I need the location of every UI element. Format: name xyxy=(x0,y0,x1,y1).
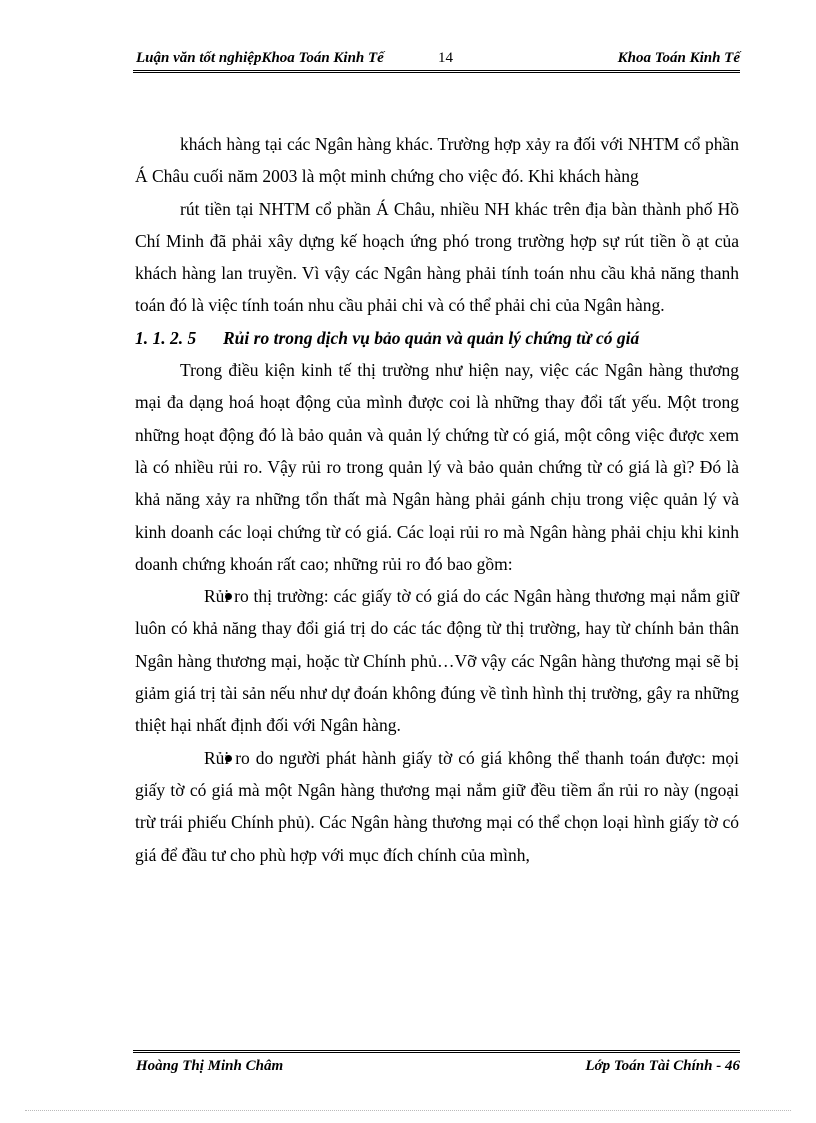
header-left-text: Luận văn tốt nghiệpKhoa Toán Kinh Tế xyxy=(136,50,384,66)
header-right-text: Khoa Toán Kinh Tế xyxy=(617,50,740,66)
bullet-icon xyxy=(180,580,190,590)
page-bottom-border xyxy=(25,1110,791,1111)
paragraph-1: khách hàng tại các Ngân hàng khác. Trường hợp xảy ra đối với NHTM cổ phần Á Châu cuối năm 2003 là một minh chứng cho việc đó. Khi khách hàng xyxy=(135,134,739,187)
section-heading-text: Rủi ro trong dịch vụ bảo quản và quản lý chứng từ có giá xyxy=(223,327,640,348)
bullet-item-issuer-risk xyxy=(135,742,739,871)
page-footer xyxy=(133,1058,740,1080)
footer-author: Hoàng Thị Minh Châm xyxy=(136,1058,284,1074)
page-header xyxy=(133,48,740,70)
header-page-number: 14 xyxy=(438,50,453,66)
paragraph-2: rút tiền tại NHTM cổ phần Á Châu, nhiều NH khác trên địa bàn thành phố Hồ Chí Minh đã phải xây dựng kế hoạch ứng phó trong trường hợp sự rút tiền ồ ạt của khách hàng lan truyền. Vì vậy các Ngân hàng phải tính toán nhu cầu khả năng thanh toán đó là việc tính toán nhu cầu phải chi và có thể phải chi của Ngân hàng. xyxy=(135,198,739,316)
bullet-icon xyxy=(180,742,190,752)
page-body xyxy=(135,128,739,871)
section-heading-number: 1. 1. 2. 5 xyxy=(135,327,197,348)
bullet-text: Rủi ro thị trường: các giấy tờ có giá do các Ngân hàng thương mại nắm giữ luôn có khả năng thay đổi giá trị do các tác động từ thị trường, hay từ chính bản thân Ngân hàng thương mại, hoặc từ Chính phủ…Vỡ vậy các Ngân hàng thương mại sẽ bị giảm giá trị tài sản nếu như dự đoán không đúng về tình hình thị trường, gây ra những thiệt hại nhất định đối với Ngân hàng. xyxy=(135,586,739,736)
paragraph-3: Trong điều kiện kinh tế thị trường như hiện nay, việc các Ngân hàng thương mại đa dạng hoá hoạt động của mình được coi là những thay đổi tất yếu. Một trong những hoạt động đó là bảo quản và quản lý chứng từ có giá, một công việc được xem là có nhiều rủi ro. Vậy rủi ro trong quản lý và bảo quản chứng từ có giá là gì? Đó là khả năng xảy ra những tổn thất mà Ngân hàng phải gánh chịu trong việc quản lý và kinh doanh các loại chứng từ có giá. Các loại rủi ro mà Ngân hàng phải chịu khi kinh doanh chứng khoán rất cao; những rủi ro đó bao gồm: xyxy=(135,360,739,574)
bullet-item-market-risk xyxy=(135,580,739,741)
header-rule xyxy=(133,70,740,73)
footer-class: Lớp Toán Tài Chính - 46 xyxy=(585,1058,740,1074)
section-heading xyxy=(135,322,739,354)
footer-rule xyxy=(133,1050,740,1053)
bullet-text: Rủi ro do người phát hành giấy tờ có giá không thể thanh toán được: mọi giấy tờ có giá mà một Ngân hàng thương mại nắm giữ đều tiềm ẩn rủi ro này (ngoại trừ trái phiếu Chính phủ). Các Ngân hàng thương mại có thể chọn loại hình giấy tờ có giá để đầu tư cho phù hợp với mục đích chính của mình, xyxy=(135,747,739,865)
